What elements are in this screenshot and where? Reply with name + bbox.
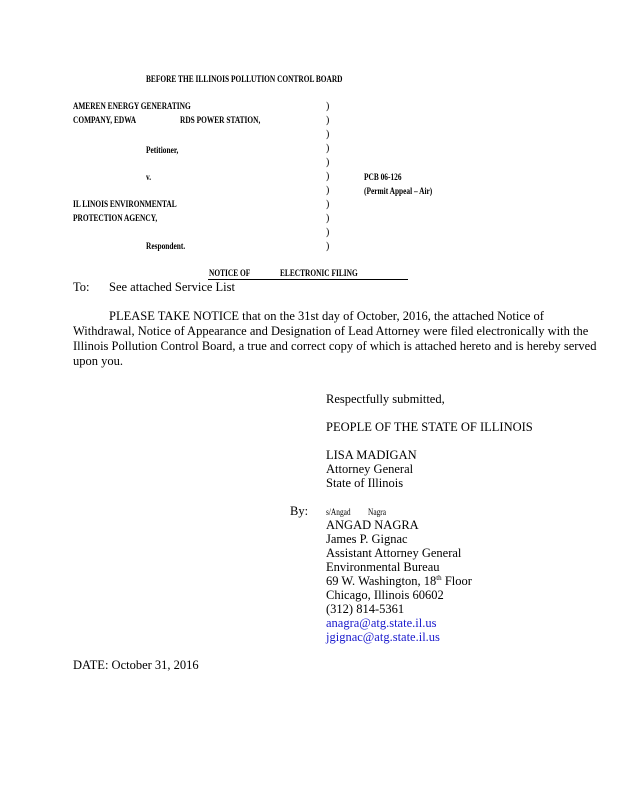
by-label: By: [290, 504, 309, 518]
electronic-signature-a: s/Angad [326, 507, 351, 517]
to-value: See attached Service List [109, 280, 235, 294]
caption-paren: ) [326, 115, 330, 126]
caption-paren: ) [326, 227, 330, 238]
caption-paren: ) [326, 129, 330, 140]
respondent-name-line1: IL LINOIS ENVIRONMENTAL [73, 199, 177, 209]
respondent-label: Respondent. [146, 241, 186, 251]
caption-paren: ) [326, 101, 330, 112]
attorney-general-name: LISA MADIGAN [326, 448, 417, 462]
respondent-name-line2: PROTECTION AGENCY, [73, 213, 158, 223]
email-link-nagra[interactable]: anagra@atg.state.il.us [326, 616, 437, 630]
petitioner-name-line1: AMEREN ENERGY GENERATING [73, 101, 191, 111]
street-address-floor: Floor [444, 574, 472, 589]
co-counsel-title: Assistant Attorney General [326, 546, 462, 560]
petitioner-label: Petitioner, [146, 145, 179, 155]
street-address-sup: th [436, 574, 442, 582]
case-type: (Permit Appeal – Air) [364, 186, 433, 196]
co-counsel-name: James P. Gignac [326, 532, 408, 546]
caption-paren: ) [326, 241, 330, 252]
respectfully-submitted: Respectfully submitted, [326, 392, 445, 406]
caption-paren: ) [326, 213, 330, 224]
electronic-signature-b: Nagra [368, 507, 387, 517]
date-line: DATE: October 31, 2016 [73, 658, 199, 672]
phone-number: (312) 814-5361 [326, 602, 405, 616]
notice-title-underline [208, 279, 408, 280]
to-label: To: [73, 280, 90, 294]
caption-paren: ) [326, 171, 330, 182]
notice-title-a: NOTICE OF [209, 268, 251, 278]
attorney-general-title: Attorney General [326, 462, 414, 476]
notice-title-b: ELECTRONIC FILING [280, 268, 358, 278]
people-of-illinois: PEOPLE OF THE STATE OF ILLINOIS [326, 420, 533, 434]
notice-paragraph [73, 309, 603, 369]
attorney-name: ANGAD NAGRA [326, 518, 419, 532]
petitioner-name-line2b: RDS POWER STATION, [180, 115, 261, 125]
state-name: State of Illinois [326, 476, 404, 490]
versus-label: v. [146, 172, 152, 182]
notice-paragraph-text: PLEASE TAKE NOTICE that on the 31st day of October, 2016, the attached Notice of Withdrawal, Notice of Appearance and Designation of Lead Attorney were filed electronically with the Illinois Pollution Control Board, a true and correct copy of which is attached hereto and is hereby served upon you. [73, 309, 597, 368]
caption-paren: ) [326, 157, 330, 168]
street-address [326, 574, 472, 589]
street-address-main: 69 W. Washington, 18 [326, 574, 437, 589]
petitioner-name-line2a: COMPANY, EDWA [73, 115, 137, 125]
city-address: Chicago, Illinois 60602 [326, 588, 444, 602]
board-title: BEFORE THE ILLINOIS POLLUTION CONTROL BOARD [146, 74, 343, 84]
caption-paren: ) [326, 143, 330, 154]
email-link-gignac[interactable]: jgignac@atg.state.il.us [326, 630, 440, 644]
case-number: PCB 06-126 [364, 172, 402, 182]
caption-paren: ) [326, 199, 330, 210]
caption-paren: ) [326, 185, 330, 196]
bureau-name: Environmental Bureau [326, 560, 440, 574]
